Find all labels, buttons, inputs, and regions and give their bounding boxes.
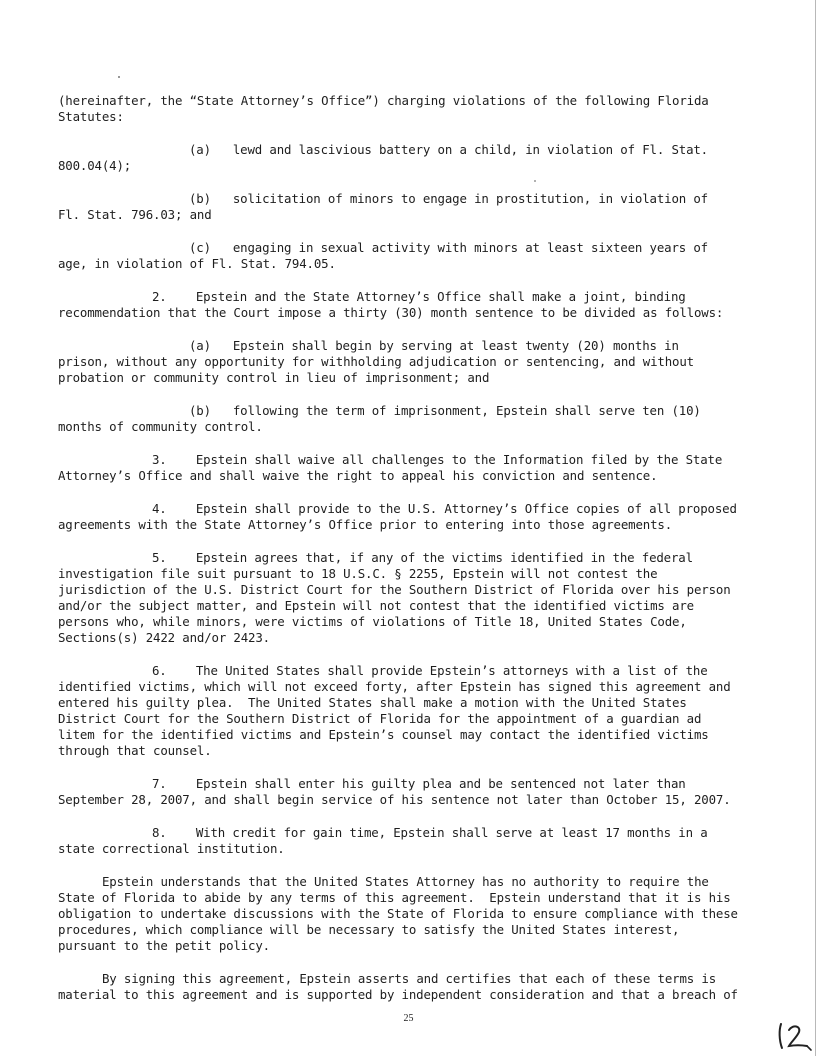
paragraph-term-6: 6. The United States shall provide Epstein’s attorneys with a list of the identified victims, which will not exceed forty, after Epstein has signed this agreement and entered his guilty plea. The United States shall make a motion with the United States District Court for the Southern District of Florida for the appointment of a guardian ad litem for the identified victims and Epstein’s counsel may contact the identified victims through that counsel.	[58, 663, 731, 758]
paragraph-term-7: 7. Epstein shall enter his guilty plea and be sentenced not later than September 28, 2007, and shall begin service of his sentence not later than October 15, 2007.	[58, 776, 731, 807]
paragraph-certification: By signing this agreement, Epstein asserts and certifies that each of these terms is material to this agreement and is supported by independent consideration and that a breach of	[58, 971, 738, 1002]
handwritten-page-mark	[775, 1018, 815, 1052]
page-number: 25	[403, 1013, 414, 1024]
scan-edge-line	[815, 0, 816, 1056]
paragraph-term-3: 3. Epstein shall waive all challenges to the Information filed by the State Attorney’s Office and shall waive the right to appeal his conviction and sentence.	[58, 452, 723, 483]
paragraph-term-5: 5. Epstein agrees that, if any of the victims identified in the federal investigation file suit pursuant to 18 U.S.C. § 2255, Epstein will not contest the jurisdiction of the U.S. District Court for the Southern District of Florida over his person and/or the subject matter, and Epstein will not contest that the identified victims are persons who, while minors, were victims of violations of Title 18, United States Code, Sections(s) 2422 and/or 2423.	[58, 550, 731, 645]
paragraph-charge-c: (c) engaging in sexual activity with minors at least sixteen years of age, in violation of Fl. Stat. 794.05.	[58, 240, 708, 271]
paragraph-charge-b: (b) solicitation of minors to engage in prostitution, in violation of Fl. Stat. 796.03; and	[58, 191, 708, 222]
paragraph-statutes-intro: (hereinafter, the “State Attorney’s Office”) charging violations of the following Florida Statutes:	[58, 93, 709, 124]
paragraph-term-2: 2. Epstein and the State Attorney’s Office shall make a joint, binding recommendation that the Court impose a thirty (30) month sentence to be divided as follows:	[58, 289, 724, 320]
paragraph-term-4: 4. Epstein shall provide to the U.S. Attorney’s Office copies of all proposed agreements with the State Attorney’s Office prior to entering into those agreements.	[58, 501, 737, 532]
paragraph-term-2b: (b) following the term of imprisonment, Epstein shall serve ten (10) months of community control.	[58, 403, 701, 434]
paragraph-charge-a: (a) lewd and lascivious battery on a child, in violation of Fl. Stat. 800.04(4);	[58, 142, 708, 173]
paragraph-term-8: 8. With credit for gain time, Epstein shall serve at least 17 months in a state correctional institution.	[58, 825, 708, 856]
scan-speck	[118, 76, 120, 78]
document-body	[58, 93, 748, 1020]
paragraph-term-2a: (a) Epstein shall begin by serving at least twenty (20) months in prison, without any opportunity for withholding adjudication or sentencing, and without probation or community control in lieu of imprisonment; and	[58, 338, 694, 385]
paragraph-understanding: Epstein understands that the United States Attorney has no authority to require the State of Florida to abide by any terms of this agreement. Epstein understand that it is his obligation to undertake discussions with the State of Florida to ensure compliance with these procedures, which compliance will be necessary to satisfy the United States interest, pursuant to the petit policy.	[58, 874, 738, 953]
